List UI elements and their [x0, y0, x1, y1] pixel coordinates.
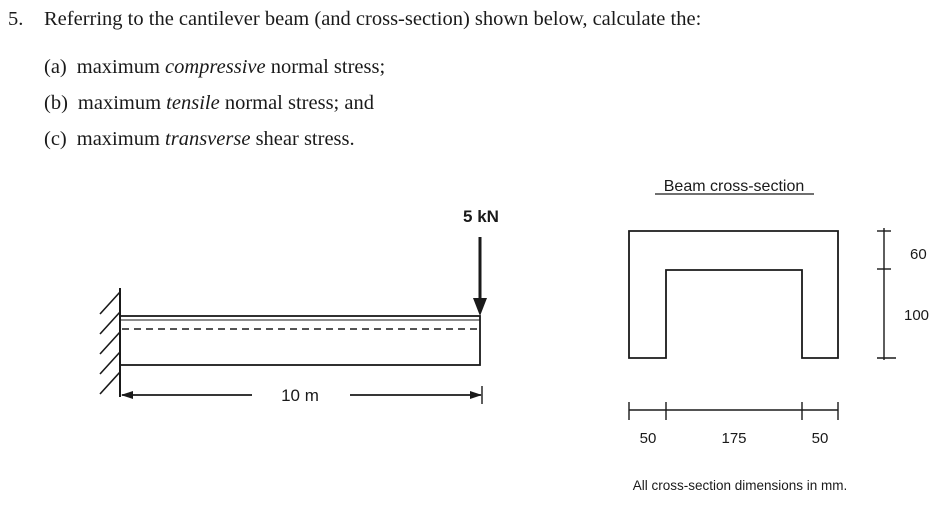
part-text: maximum [76, 128, 166, 150]
cross-section-title: Beam cross-section [663, 178, 805, 195]
load-label: 5 kN [463, 207, 499, 226]
part-text: normal stress; and [219, 92, 374, 114]
part-emphasis: transverse [165, 128, 251, 150]
part-text: maximum [76, 56, 166, 78]
width-dimension [629, 402, 838, 420]
question-number: 5. [8, 8, 24, 30]
beam-body [120, 316, 480, 365]
part-label: (b) [44, 92, 68, 114]
part-text: maximum [77, 92, 167, 114]
question-stem: Referring to the cantilever beam (and cross-section) shown below, calculate the: [44, 8, 702, 30]
part-label: (a) [44, 56, 67, 78]
part-text: normal stress; [265, 56, 386, 78]
cantilever-beam-figure [100, 207, 499, 405]
span-label: 10 m [281, 386, 319, 405]
channel-section-outline [629, 231, 838, 358]
part-text: shear stress. [250, 128, 355, 150]
width-dim-label-left: 50 [639, 430, 657, 447]
part-emphasis: tensile [166, 92, 220, 114]
height-dimension [877, 228, 896, 360]
width-dim-label-right: 50 [811, 430, 829, 447]
height-dim-label-top: 60 [910, 246, 927, 263]
dimensions-note: All cross-section dimensions in mm. [632, 478, 848, 493]
fixed-support-hatching [100, 292, 120, 394]
part-emphasis: compressive [165, 56, 266, 78]
cross-section-figure [629, 178, 929, 493]
width-dim-label-middle: 175 [721, 430, 747, 447]
part-label: (c) [44, 128, 67, 150]
point-load-arrow-head [473, 298, 487, 316]
height-dim-label-web: 100 [904, 307, 930, 324]
